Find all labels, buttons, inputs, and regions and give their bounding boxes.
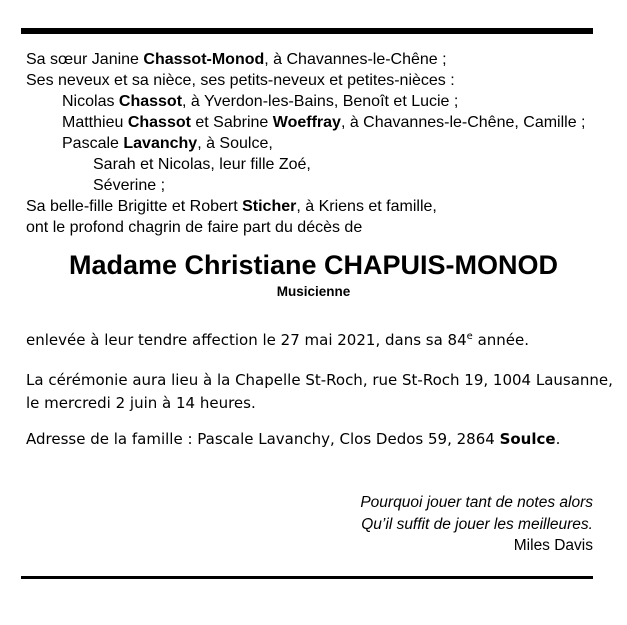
family-announcement [26, 49, 586, 238]
quote-attribution: Miles Davis [513, 537, 593, 554]
ceremony-line: le mercredi 2 juin à 14 heures. [26, 394, 256, 412]
family-line [26, 133, 586, 154]
bottom-rule [21, 576, 593, 579]
deceased-name: Madame Christiane CHAPUIS-MONOD [68, 250, 559, 280]
memorial-quote [360, 492, 593, 557]
superscript-e: e [466, 331, 473, 342]
text-segment: Séverine ; [93, 177, 166, 194]
family-line [26, 154, 586, 175]
text-segment: Matthieu [62, 114, 128, 131]
text-segment: Sarah et Nicolas, leur fille Zoé, [93, 156, 311, 173]
top-rule [21, 28, 593, 34]
text-segment: , à Chavannes-le-Chêne, Camille ; [340, 114, 586, 131]
surname-bold: Lavanchy [123, 135, 198, 152]
surname-bold: Chassot [127, 114, 191, 131]
family-line [26, 91, 586, 112]
family-line [26, 217, 586, 238]
quote-line: Pourquoi jouer tant de notes alors [360, 494, 593, 511]
family-line [26, 112, 586, 133]
text-segment: enlevée à leur tendre affection le 27 mai 2021, dans sa 84 [26, 331, 467, 349]
family-line [26, 70, 586, 91]
text-segment: , à Yverdon-les-Bains, Benoît et Lucie ; [182, 93, 459, 110]
text-segment: Sa belle-fille Brigitte et Robert [26, 198, 243, 215]
text-segment: année. [472, 331, 529, 349]
surname-bold: Sticher [242, 198, 297, 215]
ceremony-line: La cérémonie aura lieu à la Chapelle St-Roch, rue St-Roch 19, 1004 Lausanne, [26, 371, 613, 389]
text-segment: . [555, 430, 561, 448]
place-bold: Soulce [499, 430, 556, 448]
text-segment: , à Chavannes-le-Chêne ; [264, 51, 447, 68]
text-segment: Pascale [62, 135, 124, 152]
text-segment: Adresse de la famille : Pascale Lavanchy, Clos Dedos 59, 2864 [26, 430, 500, 448]
surname-bold: Chassot-Monod [143, 51, 265, 68]
surname-bold: Chassot [118, 93, 183, 110]
text-segment: ont le profond chagrin de faire part du décès de [26, 219, 363, 236]
deceased-title: Musicienne [276, 284, 351, 299]
text-segment: , à Kriens et famille, [296, 198, 437, 215]
text-segment: Nicolas [62, 93, 119, 110]
family-line [26, 196, 586, 217]
text-segment: Sa sœur Janine [26, 51, 144, 68]
text-segment: , à Soulce, [197, 135, 273, 152]
family-line [26, 175, 586, 196]
death-statement [26, 331, 529, 349]
surname-bold: Woeffray [272, 114, 341, 131]
text-segment: et Sabrine [190, 114, 273, 131]
family-line [26, 49, 586, 70]
text-segment: Ses neveux et sa nièce, ses petits-neveux et petites-nièces : [26, 72, 455, 89]
quote-line: Qu’il suffit de jouer les meilleures. [361, 515, 593, 533]
family-address [26, 430, 560, 448]
ceremony-details [26, 369, 613, 415]
